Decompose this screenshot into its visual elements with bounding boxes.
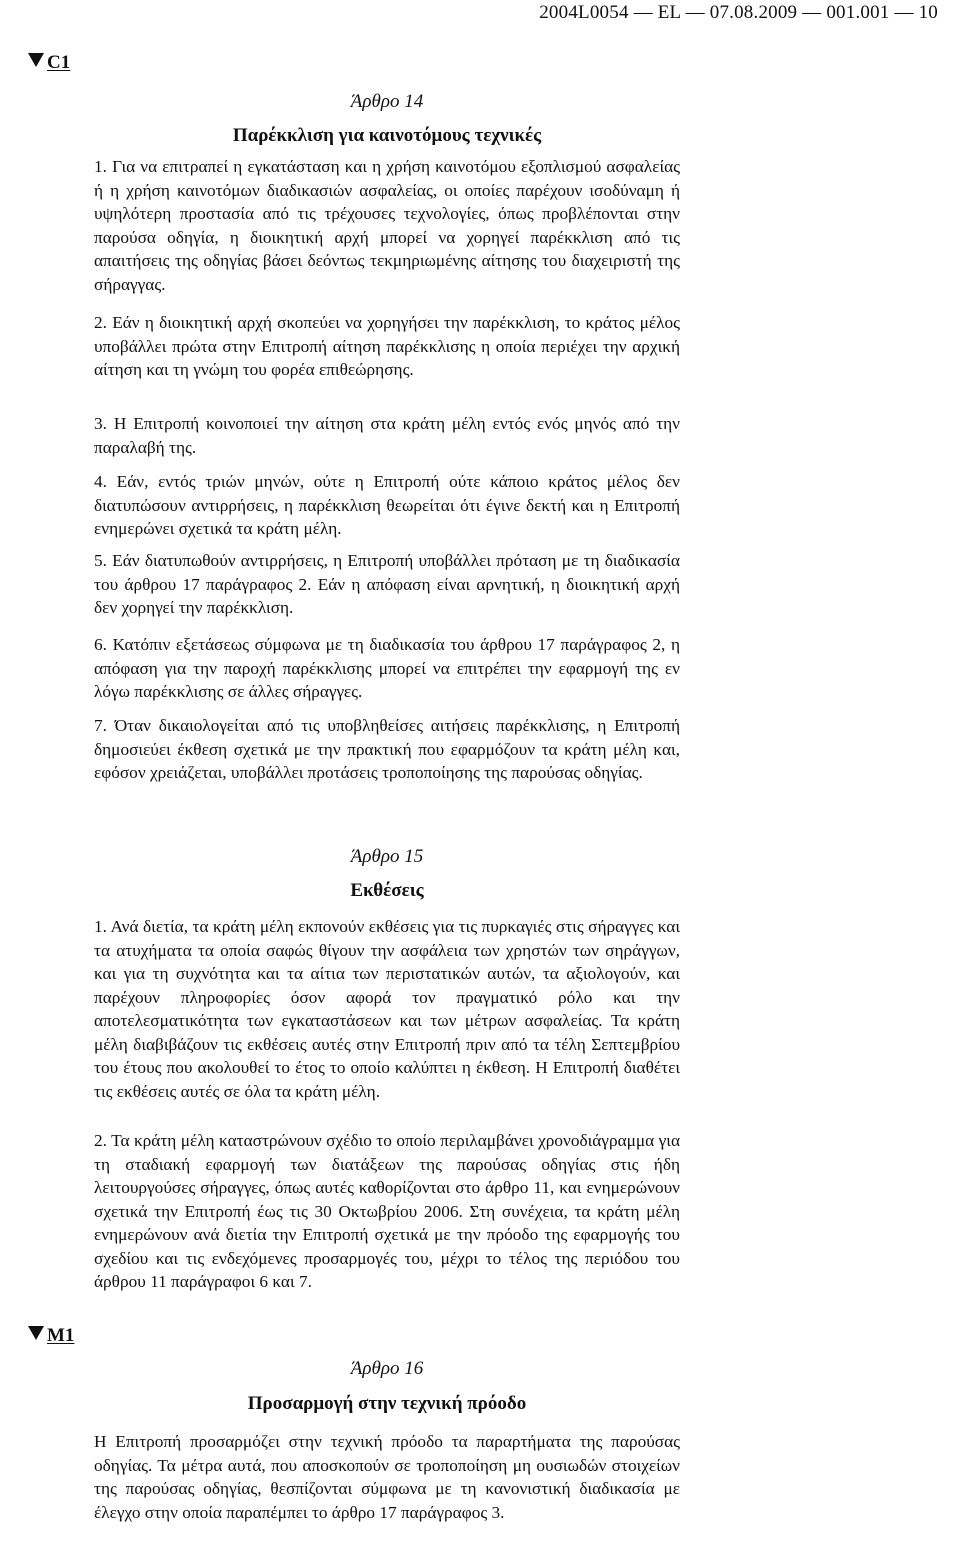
article-15-title: Εκθέσεις	[350, 880, 424, 901]
article-16-paragraph: Η Επιτροπή προσαρμόζει στην τεχνική πρόοδο τα παραρτήματα της παρούσας οδηγίας. Τα μέτρα αυτά, που αποσκοπούν σε τροποποίηση μη ουσιωδών στοιχείων της παρούσας οδηγίας, θεσπίζονται σύμφωνα με τη κανονιστική διαδικασία με έλεγχο στην οποία παραπέμπει το άρθρο 17 παράγραφος 3.	[94, 1432, 680, 1522]
marker-label: M1	[47, 1325, 75, 1346]
article-16-title: Προσαρμογή στην τεχνική πρόοδο	[247, 1393, 527, 1414]
article-14-paragraph-6: 6. Κατόπιν εξετάσεως σύμφωνα με τη διαδικασία του άρθρου 17 παράγραφος 2, η απόφαση για την παροχή παρέκκλισης μπορεί να επιτρέπει την εφαρμογή της εν λόγω παρέκκλισης σε άλλες σήραγγες.	[94, 635, 680, 701]
document-reference-header: 2004L0054 — EL — 07.08.2009 — 001.001 — 10	[539, 2, 938, 23]
article-14-paragraph-4: 4. Εάν, εντός τριών μηνών, ούτε η Επιτροπή ούτε κάποιο κράτος μέλος δεν διατυπώσουν αντιρρήσεις, η παρέκκλιση θεωρείται ότι έγινε δεκτή και η Επιτροπή ενημερώνει σχετικά τα κράτη μέλη.	[94, 472, 680, 538]
article-14-number: Άρθρο 14	[350, 91, 424, 112]
article-15-paragraph-2: 2. Τα κράτη μέλη καταστρώνουν σχέδιο το οποίο περιλαμβάνει χρονοδιάγραμμα για τη σταδιακή εφαρμογή των διατάξεων της παρούσας οδηγίας στις ήδη λειτουργούσες σήραγγες, όπως αυτές καθορίζονται στο άρθρο 11, και ενημερώνουν σχετικά την Επιτροπή έως τις 30 Οκτωβρίου 2006. Στη συνέχεια, τα κράτη μέλη ενημερώνουν ανά διετία την Επιτροπή σχετικά με την πρόοδο της εφαρμογής του σχεδίου και τις ενδεχόμενες προσαρμογές του, μέχρι το τέλος της περιόδου του άρθρου 11 παράγραφοι 6 και 7.	[94, 1131, 680, 1291]
amendment-marker-c1	[28, 52, 70, 74]
article-14-paragraph-5: 5. Εάν διατυπωθούν αντιρρήσεις, η Επιτροπή υποβάλλει πρόταση με τη διαδικασία του άρθρου 17 παράγραφος 2. Εάν η απόφαση είναι αρνητική, η διοικητική αρχή δεν χορηγεί την παρέκκλιση.	[94, 551, 680, 617]
marker-label: C1	[47, 52, 71, 73]
article-15-paragraph-1: 1. Ανά διετία, τα κράτη μέλη εκπονούν εκθέσεις για τις πυρκαγιές στις σήραγγες και τα ατυχήματα τα οποία σαφώς θίγουν την ασφάλεια των χρηστών των σηράγγων, και για τη συχνότητα και τα αίτια των περιστατικών αυτών, τα αξιολογούν, και παρέχουν πληροφορίες όσον αφορά τον πραγματικό ρόλο και την αποτελεσματικότητα των εγκαταστάσεων και των μέτρων ασφαλείας. Τα κράτη μέλη διαβιβάζουν τις εκθέσεις αυτές στην Επιτροπή πριν από τα τέλη Σεπτεμβρίου του έτους που ακολουθεί το έτος το οποίο καλύπτει η έκθεση. Η Επιτροπή διαθέτει τις εκθέσεις αυτές σε όλα τα κράτη μέλη.	[94, 917, 680, 1101]
article-16-number: Άρθρο 16	[350, 1358, 424, 1379]
article-14-paragraph-1: 1. Για να επιτραπεί η εγκατάσταση και η χρήση καινοτόμου εξοπλισμού ασφαλείας ή η χρήση καινοτόμων διαδικασιών ασφαλείας, οι οποίες παρέχουν ισοδύναμη ή υψηλότερη προστασία από τις τρέχουσες τεχνολογίες, όπως προβλέπονται στην παρούσα οδηγία, η διοικητική αρχή μπορεί να χορηγεί παρέκκλιση από τις απαιτήσεις της οδηγίας βάσει δεόντως τεκμηριωμένης αίτησης του διαχειριστή της σήραγγας.	[94, 157, 680, 294]
triangle-down-icon	[28, 53, 44, 67]
article-14-paragraph-7: 7. Όταν δικαιολογείται από τις υποβληθείσες αιτήσεις παρέκκλισης, η Επιτροπή δημοσιεύει έκθεση σχετικά με την πρακτική που εφαρμόζουν τα κράτη μέλη και, εφόσον χρειάζεται, υποβάλλει προτάσεις τροποποίησης της παρούσας οδηγίας.	[94, 716, 680, 782]
article-14-paragraph-2: 2. Εάν η διοικητική αρχή σκοπεύει να χορηγήσει την παρέκκλιση, το κράτος μέλος υποβάλλει πρώτα στην Επιτροπή αίτηση παρέκκλισης η οποία περιέχει την αρχική αίτηση και τη γνώμη του φορέα επιθεώρησης.	[94, 313, 680, 379]
article-14-title: Παρέκκλιση για καινοτόμους τεχνικές	[232, 125, 542, 146]
triangle-down-icon	[28, 1326, 44, 1340]
article-15-number: Άρθρο 15	[350, 846, 424, 867]
article-14-paragraph-3: 3. Η Επιτροπή κοινοποιεί την αίτηση στα κράτη μέλη εντός ενός μηνός από την παραλαβή της.	[94, 414, 680, 457]
amendment-marker-m1	[28, 1325, 74, 1347]
